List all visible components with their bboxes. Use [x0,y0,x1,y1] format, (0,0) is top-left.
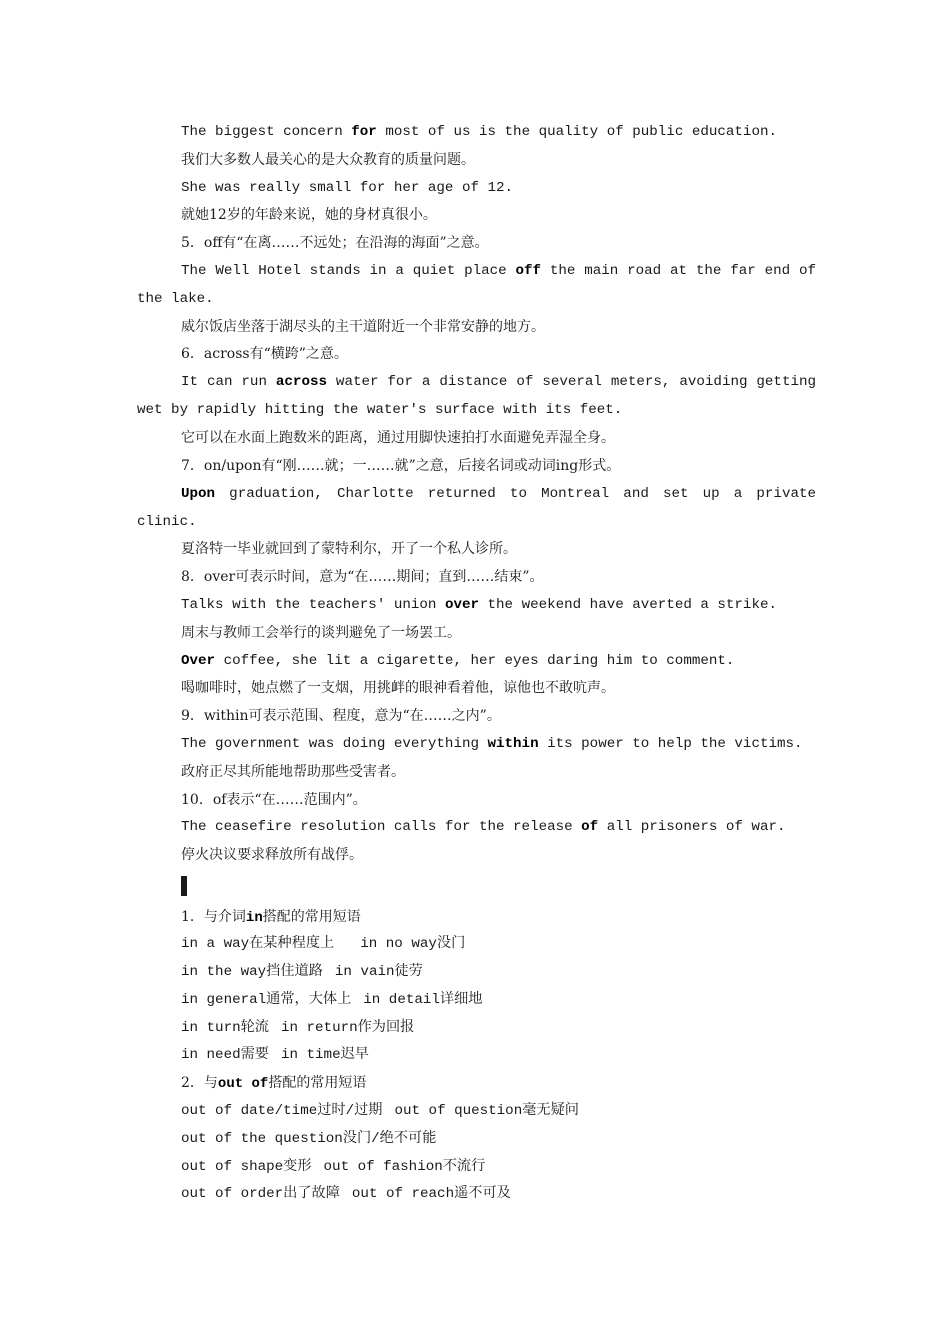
translation: 它可以在水面上跑数米的距离，通过用脚快速拍打水面避免弄湿全身。 [181,430,615,446]
rule-heading: 9．within可表示范围、程度，意为“在……之内”。 [181,708,501,724]
translation: 夏洛特一毕业就回到了蒙特利尔，开了一个私人诊所。 [181,541,517,557]
example-sentence-continued: clinic. [137,514,197,530]
example-sentence: The biggest concern for most of us is the quality of public education. [181,124,777,140]
translation: 周末与教师工会举行的谈判避免了一场罢工。 [181,625,461,641]
example-sentence-continued: the lake. [137,291,214,307]
rule-heading: 7．on/upon有“刚……就；一……就”之意，后接名词或动词ing形式。 [181,458,621,474]
keyword: of [581,819,599,835]
example-sentence: The Well Hotel stands in a quiet place off the main road at the far end of [181,263,816,279]
keyword: for [351,124,377,140]
phrase-row: out of date/time过时/过期 out of question毫无疑问 [181,1103,579,1119]
example-sentence: Talks with the teachers' union over the weekend have averted a strike. [181,597,777,613]
keyword: across [275,374,327,390]
rule-heading: 5．off有“在离……不远处；在沿海的海面”之意。 [181,235,489,251]
translation: 我们大多数人最关心的是大众教育的质量问题。 [181,152,475,168]
keyword: Upon [181,486,216,502]
rule-heading: 10．of表示“在……范围内”。 [181,792,367,808]
keyword: within [487,736,539,752]
example-sentence: The government was doing everything within its power to help the victims. [181,736,803,752]
phrase-row: out of shape变形 out of fashion不流行 [181,1159,486,1175]
phrase-heading-out-of: 2．与out of搭配的常用短语 [181,1075,367,1092]
phrase-row: in the way挡住道路 in vain徒劳 [181,964,423,980]
phrase-row: in general通常，大体上 in detail详细地 [181,992,483,1008]
keyword: out of [217,1076,269,1092]
phrase-row: in turn轮流 in return作为回报 [181,1020,415,1036]
example-sentence: The ceasefire resolution calls for the release of all prisoners of war. [181,819,786,835]
keyword: off [515,263,542,279]
rule-heading: 8．over可表示时间，意为“在……期间；直到……结束”。 [181,569,544,585]
phrase-row: in a way在某种程度上 in no way没门 [181,936,466,952]
translation: 喝咖啡时，她点燃了一支烟，用挑衅的眼神看着他，谅他也不敢吭声。 [181,680,615,696]
phrase-row: out of the question没门/绝不可能 [181,1131,437,1147]
keyword: over [444,597,479,613]
example-sentence-continued: wet by rapidly hitting the water's surface with its feet. [137,402,623,418]
example-sentence: She was really small for her age of 12. [181,180,514,196]
phrase-row: in need需要 in time迟早 [181,1047,369,1063]
translation: 威尔饭店坐落于湖尽头的主干道附近一个非常安静的地方。 [181,319,545,335]
example-sentence: Over coffee, she lit a cigarette, her eyes daring him to comment. [181,653,735,669]
section-marker [181,876,187,896]
translation: 就她12岁的年龄来说，她的身材真很小。 [181,207,437,223]
translation: 停火决议要求释放所有战俘。 [181,847,363,863]
translation: 政府正尽其所能地帮助那些受害者。 [181,764,405,780]
keyword: Over [181,653,216,669]
phrase-row: out of order出了故障 out of reach遥不可及 [181,1186,511,1202]
keyword: in [245,910,263,926]
example-sentence: Upon graduation, Charlotte returned to Montreal and set up a private [181,486,816,502]
example-sentence: It can run across water for a distance of several meters, avoiding getting [181,374,817,390]
rule-heading: 6．across有“横跨”之意。 [181,346,348,362]
phrase-heading-in: 1．与介词in搭配的常用短语 [181,909,361,926]
